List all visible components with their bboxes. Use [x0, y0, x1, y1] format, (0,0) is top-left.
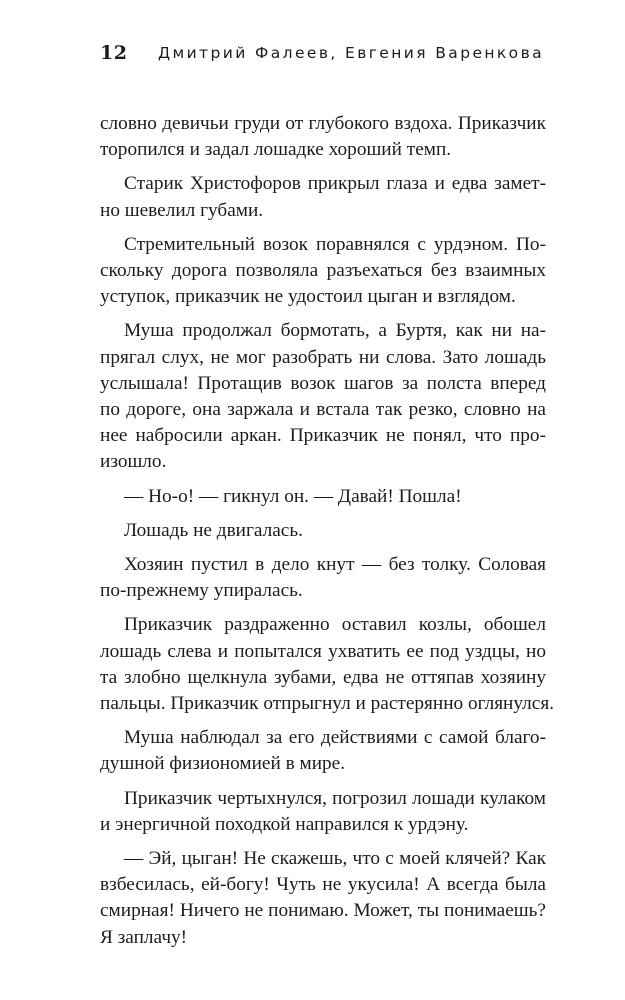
running-head-authors: Дмитрий Фалеев, Евгения Варенкова — [157, 44, 544, 62]
book-text-body — [100, 111, 555, 959]
paragraph — [100, 111, 546, 163]
text-line: прягал слух, не мог разобрать ни слова. Зато лошадь — [100, 346, 546, 368]
text-line: Я заплачу! — [100, 926, 188, 948]
text-line: пальцы. Приказчик отпрыгнул и растерянно оглянулся. — [100, 693, 555, 715]
page-number: 12 — [100, 42, 128, 64]
text-line: изошло. — [100, 451, 167, 473]
text-line: Приказчик чертыхнулся, погрозил лошади кулаком — [124, 787, 546, 809]
text-line: услышала! Протащив возок шагов за полста вперед — [100, 372, 546, 394]
text-line: — Эй, цыган! Не скажешь, что с моей клячей? Как — [124, 848, 546, 870]
text-line: и энергичной походкой направился к урдэну. — [100, 813, 469, 835]
text-line: скольку дорога позволяла разъехаться без взаимных — [100, 260, 546, 282]
text-line: Муша наблюдал за его действиями с самой благо- — [124, 727, 546, 749]
paragraph — [100, 518, 546, 544]
paragraph — [100, 552, 546, 604]
text-line: та злобно щелкнула зубами, едва не оттяпав хозяину — [100, 666, 546, 688]
text-line: Стремительный возок поравнялся с урдэном. По- — [124, 233, 546, 255]
text-line: но шевелил губами. — [100, 199, 264, 221]
text-line: словно девичьи груди от глубокого вздоха. Приказчик — [100, 113, 546, 134]
text-line: лошадь слева и попытался ухватить ее под уздцы, но — [100, 640, 546, 662]
page-header — [100, 42, 544, 72]
text-line: нее набросили аркан. Приказчик не понял, что про- — [100, 425, 546, 447]
text-line: Лошадь не двигалась. — [124, 519, 303, 541]
text-line: смирная! Ничего не понимаю. Может, ты понимаешь? — [100, 900, 546, 922]
paragraph — [100, 171, 546, 223]
text-line: душной физиономией в мире. — [100, 753, 346, 775]
paragraph — [100, 725, 546, 777]
paragraph — [100, 612, 555, 717]
paragraph — [100, 232, 546, 311]
text-line: Муша продолжал бормотать, а Буртя, как ни на- — [124, 320, 546, 342]
text-line: Хозяин пустил в дело кнут — без толку. Соловая — [124, 554, 546, 576]
paragraph — [100, 786, 546, 838]
text-line: Приказчик раздраженно оставил козлы, обошел — [124, 614, 546, 636]
text-line: торопился и задал лошадке хороший темп. — [100, 139, 452, 161]
paragraph — [100, 318, 546, 475]
text-line: взбесилась, ей-богу! Чуть не укусила! А всегда была — [100, 874, 546, 896]
text-line: уступок, приказчик не удостоил цыган и взглядом. — [100, 286, 516, 308]
paragraph — [100, 484, 546, 510]
text-line: — Но-о! — гикнул он. — Давай! Пошла! — [124, 485, 462, 507]
text-line: Старик Христофоров прикрыл глаза и едва замет- — [124, 173, 546, 195]
text-line: по-прежнему упиралась. — [100, 580, 303, 602]
text-line: по дороге, она заржала и встала так резко, словно на — [100, 399, 546, 421]
paragraph — [100, 846, 546, 951]
